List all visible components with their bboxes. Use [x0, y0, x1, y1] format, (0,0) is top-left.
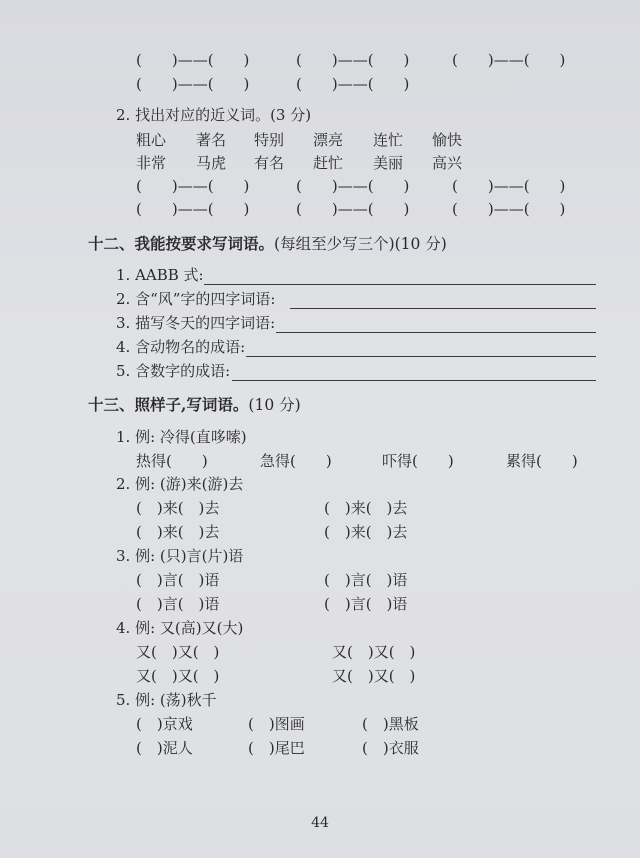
- fill-blank[interactable]: ( )言( )语: [324, 571, 408, 589]
- example-text: 4. 例: 又(高)又(大): [116, 619, 244, 637]
- answer-line[interactable]: [204, 284, 596, 285]
- blank-pair[interactable]: ( )——( ): [296, 75, 410, 93]
- answer-line[interactable]: [276, 332, 596, 333]
- fill-label: 2. 含“风”字的四字词语:: [116, 290, 276, 308]
- fill-blank[interactable]: 累得( ): [506, 452, 578, 470]
- fill-blank[interactable]: ( )言( )语: [324, 595, 408, 613]
- section-12-heading: [88, 234, 447, 254]
- word: 著名: [196, 131, 227, 149]
- fill-blank[interactable]: ( )黑板: [362, 715, 419, 733]
- fill-blank[interactable]: 又( )又( ): [136, 643, 220, 661]
- page-number: 44: [311, 815, 329, 831]
- answer-line[interactable]: [232, 380, 596, 381]
- fill-blank[interactable]: 又( )又( ): [332, 643, 416, 661]
- fill-blank[interactable]: ( )来( )去: [324, 499, 408, 517]
- word: 马虎: [196, 154, 227, 172]
- fill-blank[interactable]: ( )泥人: [136, 739, 193, 757]
- blank-pair[interactable]: ( )——( ): [136, 177, 250, 195]
- fill-blank[interactable]: 又( )又( ): [136, 667, 220, 685]
- blank-pair[interactable]: ( )——( ): [296, 200, 410, 218]
- blank-pair[interactable]: ( )——( ): [136, 75, 250, 93]
- blank-pair[interactable]: ( )——( ): [452, 200, 566, 218]
- fill-blank[interactable]: ( )来( )去: [136, 499, 220, 517]
- fill-label: 1. AABB 式:: [116, 266, 204, 284]
- blank-pair[interactable]: ( )——( ): [136, 51, 250, 69]
- answer-line[interactable]: [246, 356, 596, 357]
- section-title: 十三、照样子,写词语。: [88, 395, 249, 414]
- fill-blank[interactable]: ( )京戏: [136, 715, 193, 733]
- fill-label: 5. 含数字的成语:: [116, 362, 231, 380]
- word: 有名: [254, 154, 285, 172]
- word: 非常: [136, 154, 167, 172]
- blank-pair[interactable]: ( )——( ): [452, 51, 566, 69]
- blank-pair[interactable]: ( )——( ): [296, 177, 410, 195]
- section-note: (10 分): [248, 396, 301, 414]
- example-text: 5. 例: (荡)秋千: [116, 691, 217, 709]
- fill-blank[interactable]: ( )尾巴: [248, 739, 305, 757]
- fill-blank[interactable]: ( )言( )语: [136, 595, 220, 613]
- question-title: 2. 找出对应的近义词。(3 分): [116, 106, 312, 124]
- answer-line[interactable]: [290, 308, 596, 309]
- blank-pair[interactable]: ( )——( ): [136, 200, 250, 218]
- blank-pair[interactable]: ( )——( ): [452, 177, 566, 195]
- word: 粗心: [136, 131, 167, 149]
- fill-blank[interactable]: ( )来( )去: [324, 523, 408, 541]
- section-note: (每组至少写三个)(10 分): [274, 235, 447, 253]
- fill-label: 4. 含动物名的成语:: [116, 338, 246, 356]
- example-text: 3. 例: (只)言(片)语: [116, 547, 244, 565]
- fill-blank[interactable]: ( )图画: [248, 715, 305, 733]
- word: 漂亮: [313, 131, 344, 149]
- word: 赶忙: [313, 154, 344, 172]
- example-text: 1. 例: 冷得(直哆嗦): [116, 428, 247, 446]
- word: 高兴: [432, 154, 463, 172]
- fill-blank[interactable]: ( )来( )去: [136, 523, 220, 541]
- blank-pair[interactable]: ( )——( ): [296, 51, 410, 69]
- fill-blank[interactable]: 又( )又( ): [332, 667, 416, 685]
- fill-blank[interactable]: ( )言( )语: [136, 571, 220, 589]
- fill-blank[interactable]: ( )衣服: [362, 739, 419, 757]
- fill-blank[interactable]: 吓得( ): [382, 452, 454, 470]
- fill-label: 3. 描写冬天的四字词语:: [116, 314, 276, 332]
- word: 特别: [254, 131, 285, 149]
- word: 美丽: [373, 154, 404, 172]
- word: 愉快: [432, 131, 463, 149]
- fill-blank[interactable]: 热得( ): [136, 452, 208, 470]
- section-title: 十二、我能按要求写词语。: [88, 234, 275, 253]
- word: 连忙: [373, 131, 404, 149]
- example-text: 2. 例: (游)来(游)去: [116, 475, 244, 493]
- fill-blank[interactable]: 急得( ): [260, 452, 332, 470]
- section-13-heading: [88, 395, 301, 415]
